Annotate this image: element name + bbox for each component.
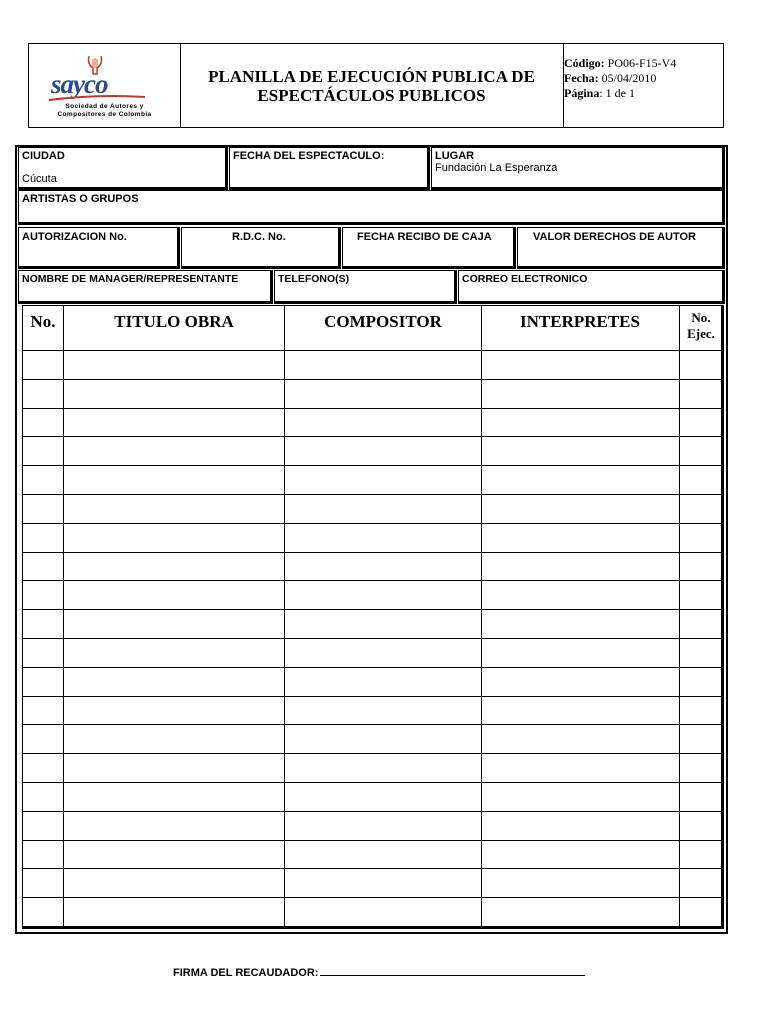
table-row[interactable] xyxy=(23,609,721,610)
col-divider xyxy=(284,306,285,926)
table-row[interactable] xyxy=(23,696,721,697)
table-row[interactable] xyxy=(23,840,721,841)
logo-word: sayco xyxy=(51,69,108,99)
signature-label: FIRMA DEL RECAUDADOR: xyxy=(173,967,319,979)
codigo-label: Código: xyxy=(564,56,605,70)
title-line2: ESPECTÁCULOS PUBLICOS xyxy=(257,85,486,105)
fecha-espectaculo-field[interactable] xyxy=(229,147,430,190)
col-header-compositor: COMPOSITOR xyxy=(324,312,442,331)
fecha-row xyxy=(564,71,724,86)
logo-subtitle xyxy=(37,103,172,119)
ciudad-value: Cúcuta xyxy=(22,173,57,185)
codigo-value: PO06-F15-V4 xyxy=(607,56,677,70)
fecha-recibo-label: FECHA RECIBO DE CAJA xyxy=(357,231,492,243)
ciudad-label: CIUDAD xyxy=(22,150,65,162)
table-row[interactable] xyxy=(23,580,721,581)
table-row[interactable] xyxy=(23,811,721,812)
telefono-field[interactable] xyxy=(274,270,457,304)
table-row[interactable] xyxy=(23,552,721,553)
logo-subtitle-line1: Sociedad de Autores y xyxy=(65,103,144,110)
artistas-label: ARTISTAS O GRUPOS xyxy=(22,193,139,205)
col-divider xyxy=(63,306,64,926)
col-header-interpretes: INTERPRETES xyxy=(520,312,640,331)
table-row[interactable] xyxy=(23,465,721,466)
pagina-label: Página xyxy=(564,86,600,100)
col-header-titulo: TITULO OBRA xyxy=(114,312,234,331)
table-row[interactable] xyxy=(23,897,721,898)
valor-derechos-label: VALOR DERECHOS DE AUTOR xyxy=(533,231,696,243)
autorizacion-label: AUTORIZACION No. xyxy=(22,231,127,243)
table-row[interactable] xyxy=(23,350,721,351)
correo-field[interactable] xyxy=(458,270,725,304)
title-line1: PLANILLA DE EJECUCIÓN PUBLICA DE xyxy=(208,66,535,86)
col-header-ejec: No. Ejec. xyxy=(687,310,715,341)
autorizacion-field[interactable] xyxy=(18,227,180,269)
table-row[interactable] xyxy=(23,782,721,783)
table-row[interactable] xyxy=(23,667,721,668)
rdc-field[interactable] xyxy=(181,227,341,269)
table-row[interactable] xyxy=(23,494,721,495)
lugar-field[interactable] xyxy=(431,147,725,190)
pagina-row xyxy=(564,86,724,101)
signature-area xyxy=(173,966,585,979)
sayco-logo xyxy=(29,44,181,127)
manager-label: NOMBRE DE MANAGER/REPRESENTANTE xyxy=(22,273,239,285)
codigo-row xyxy=(564,56,724,71)
table-row[interactable] xyxy=(23,379,721,380)
table-row[interactable] xyxy=(23,523,721,524)
manager-field[interactable] xyxy=(18,270,273,304)
valor-derechos-field[interactable] xyxy=(517,227,725,269)
table-row[interactable] xyxy=(23,868,721,869)
logo-subtitle-line2: Compositores de Colombia xyxy=(57,111,152,118)
table-row[interactable] xyxy=(23,638,721,639)
artistas-field[interactable] xyxy=(18,190,725,225)
fecha-value: 05/04/2010 xyxy=(601,71,657,85)
table-row[interactable] xyxy=(23,724,721,725)
works-table xyxy=(22,305,724,929)
col-divider xyxy=(679,306,680,926)
fecha-label: Fecha: xyxy=(564,71,599,85)
rdc-label: R.D.C. No. xyxy=(232,231,286,243)
form-header xyxy=(28,43,724,128)
lugar-value: Fundación La Esperanza xyxy=(435,162,558,174)
form-title xyxy=(180,44,564,127)
ciudad-field[interactable] xyxy=(18,147,228,190)
lugar-label: LUGAR xyxy=(435,150,475,162)
signature-line[interactable] xyxy=(320,966,585,976)
telefono-label: TELEFONO(S) xyxy=(278,273,350,285)
table-row[interactable] xyxy=(23,408,721,409)
col-divider xyxy=(481,306,482,926)
fecha-espectaculo-label: FECHA DEL ESPECTACULO: xyxy=(233,150,385,162)
col-header-no: No. xyxy=(30,312,56,331)
document-meta xyxy=(564,56,724,101)
swoosh-icon xyxy=(47,94,147,102)
pagina-value: : 1 de 1 xyxy=(599,86,636,100)
table-row[interactable] xyxy=(23,753,721,754)
fecha-recibo-field[interactable] xyxy=(342,227,516,269)
table-row[interactable] xyxy=(23,436,721,437)
correo-label: CORREO ELECTRONICO xyxy=(462,273,588,285)
